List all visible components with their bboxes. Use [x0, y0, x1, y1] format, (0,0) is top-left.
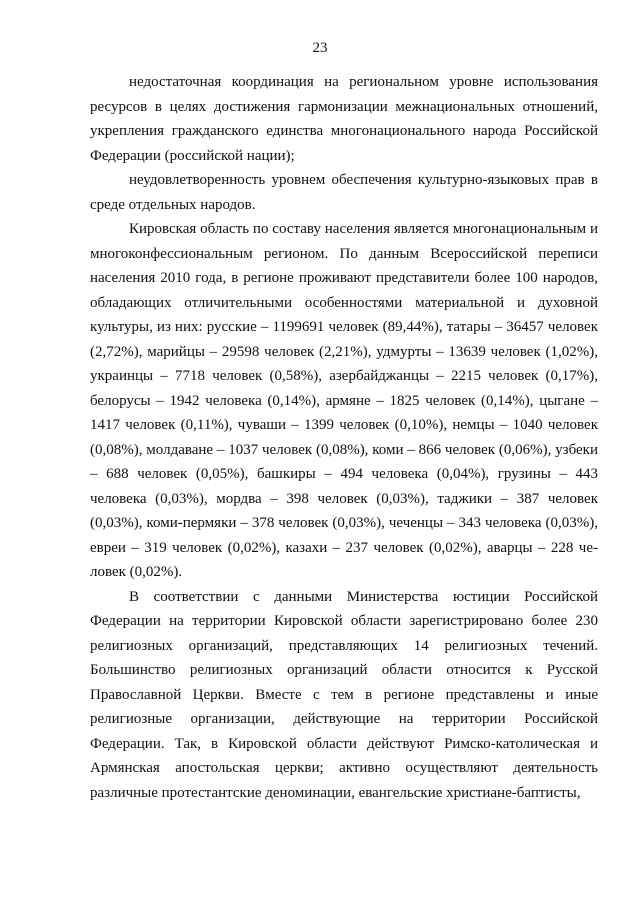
body-text — [90, 70, 598, 805]
page-number: 23 — [312, 40, 328, 56]
paragraph-religious-organizations: В соответствии с данными Министерства юстиции Российской Федерации на территории Кировской области зарегистрировано более 230 религиозных организаций, представляющих 14 религиозных течений. Большинство религиозных организаций области относится к Русской Православной Церкви. Вместе с тем в регионе представлены и иные религиозные организации, действующие на территории Российской Федерации. Так, в Кировской области действуют Римско-католическая и Армянская апостольская церкви; активно осуществляют деятельность различные протестантские деноминации, евангельские христиане-баптисты, — [90, 588, 598, 801]
paragraph-coordination: недостаточная координация на региональном уровне использования ресурсов в целях достижения гармонизации межнациональных отношений, укрепления гражданского единства многонационального народа Российской Федерации (российской нации); — [90, 74, 598, 164]
paragraph-population: Кировская область по составу населения является многонациональным и многоконфессиональным регионом. По данным Всероссийской переписи населения 2010 года, в регионе проживают представители более 100 народов, обладающих отличительными особенностями материальной и духовной культуры, из них: русские – 1199691 человек (89,44%), татары – 36457 человек (2,72%), марийцы – 29598 человек (2,21%), удмурты – 13639 человек (1,02%), украинцы – 7718 человек (0,58%), азербайджанцы – 2215 человек (0,17%), белорусы – 1942 человека (0,14%), армяне – 1825 человек (0,14%), цыгане – 1417 человек (0,11%), чуваши – 1399 человек (0,10%), немцы – 1040 человек (0,08%), молдаване – 1037 человек (0,08%), коми – 866 человек (0,06%), узбеки – 688 человек (0,05%), башкиры – 494 человека (0,04%), грузины – 443 человека (0,03%), мордва – 398 человек (0,03%), таджики – 387 человек (0,03%), коми-пермяки – 378 человек (0,03%), чеченцы – 343 человека (0,03%), евреи – 319 человек (0,02%), казахи – 237 человек (0,02%), аварцы – 228 человек (0,02%). — [90, 221, 598, 580]
paragraph-cultural-rights: неудовлетворенность уровнем обеспечения культурно-языковых прав в среде отдельных народов. — [90, 172, 598, 213]
